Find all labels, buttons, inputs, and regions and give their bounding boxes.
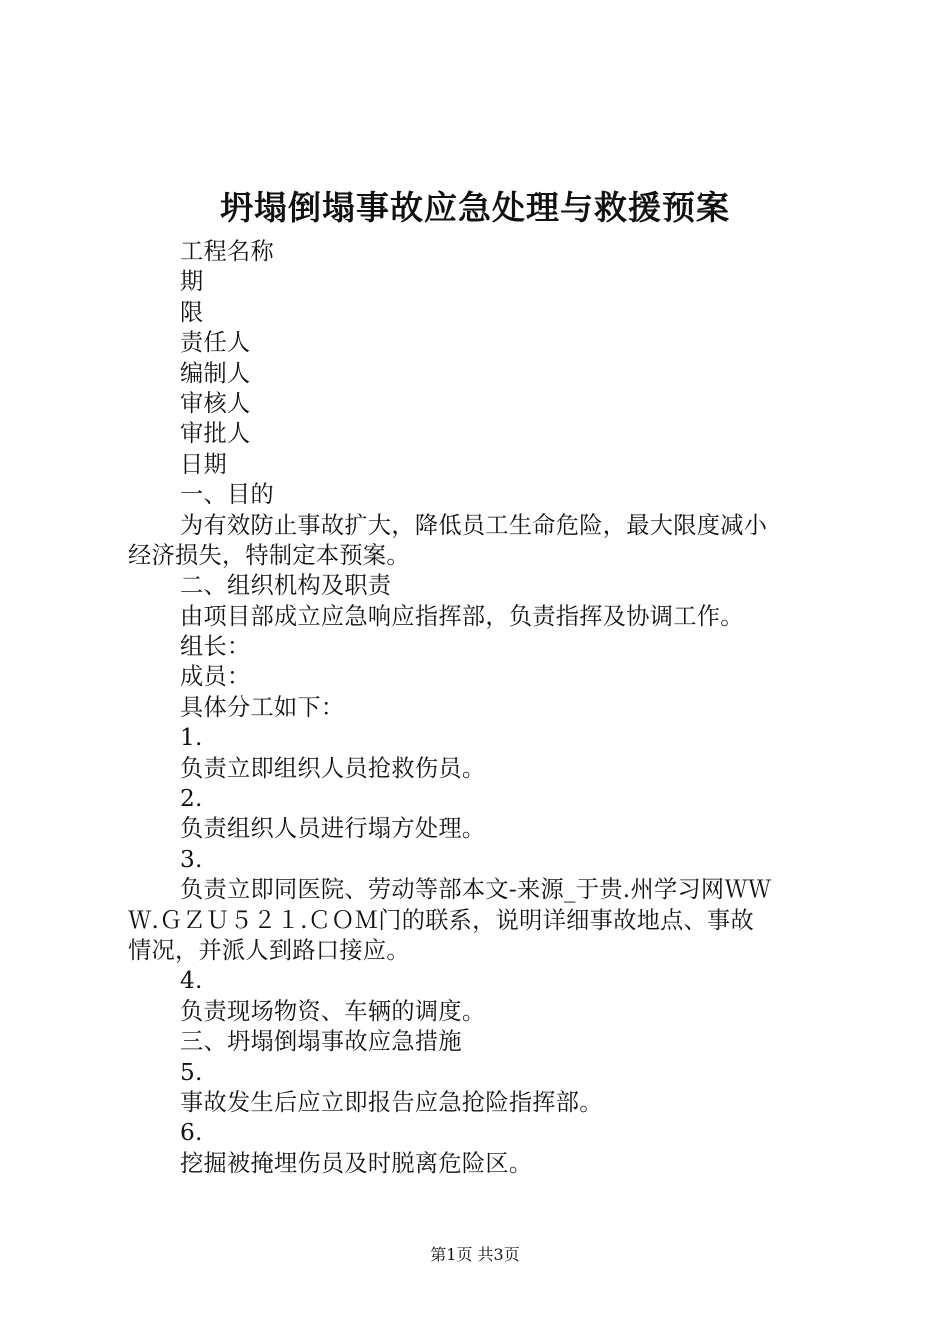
text-line: 日期: [180, 450, 227, 478]
list-number: 1.: [180, 724, 203, 752]
section-heading: 二、组织机构及职责: [180, 572, 392, 600]
text-line: 审核人: [180, 389, 251, 417]
text-line: 审批人: [180, 420, 251, 448]
text-line: 由项目部成立应急响应指挥部，负责指挥及协调工作。: [180, 602, 744, 630]
text-line: 情况，并派人到路口接应。: [128, 936, 410, 964]
page-footer: 第1页 共3页: [430, 1245, 520, 1264]
list-number: 4.: [180, 967, 203, 995]
section-heading: 一、目的: [180, 481, 274, 509]
text-line: 事故发生后应立即报告应急抢险指挥部。: [180, 1088, 603, 1116]
text-line: 为有效防止事故扩大，降低员工生命危险，最大限度减小: [180, 511, 768, 539]
text-line: 负责立即组织人员抢救伤员。: [180, 754, 486, 782]
text-line: 负责组织人员进行塌方处理。: [180, 815, 486, 843]
text-line: 成员：: [180, 663, 251, 691]
text-line: Ｗ.ＧＺＵ５２１.ＣＯＭ门的联系，说明详细事故地点、事故: [128, 906, 755, 934]
list-number: 6.: [180, 1119, 203, 1147]
document-title: 坍塌倒塌事故应急处理与救援预案: [220, 188, 730, 227]
text-line: 组长：: [180, 633, 251, 661]
text-line: 期: [180, 268, 204, 296]
text-line: 编制人: [180, 359, 251, 387]
text-line: 经济损失，特制定本预案。: [128, 541, 410, 569]
section-heading: 三、坍塌倒塌事故应急措施: [180, 1028, 462, 1056]
list-number: 3.: [180, 845, 203, 873]
list-number: 2.: [180, 785, 203, 813]
text-line: 工程名称: [180, 238, 274, 265]
text-line: 挖掘被掩埋伤员及时脱离危险区。: [180, 1149, 533, 1177]
text-line: 负责立即同医院、劳动等部本文-来源_于贵.州学习网ＷＷ: [180, 876, 772, 904]
text-line: 负责现场物资、车辆的调度。: [180, 997, 486, 1025]
document-body: [128, 237, 833, 1179]
text-line: 限: [180, 298, 204, 326]
text-line: 具体分工如下：: [180, 693, 345, 721]
text-line: 责任人: [180, 329, 251, 357]
list-number: 5.: [180, 1058, 203, 1086]
